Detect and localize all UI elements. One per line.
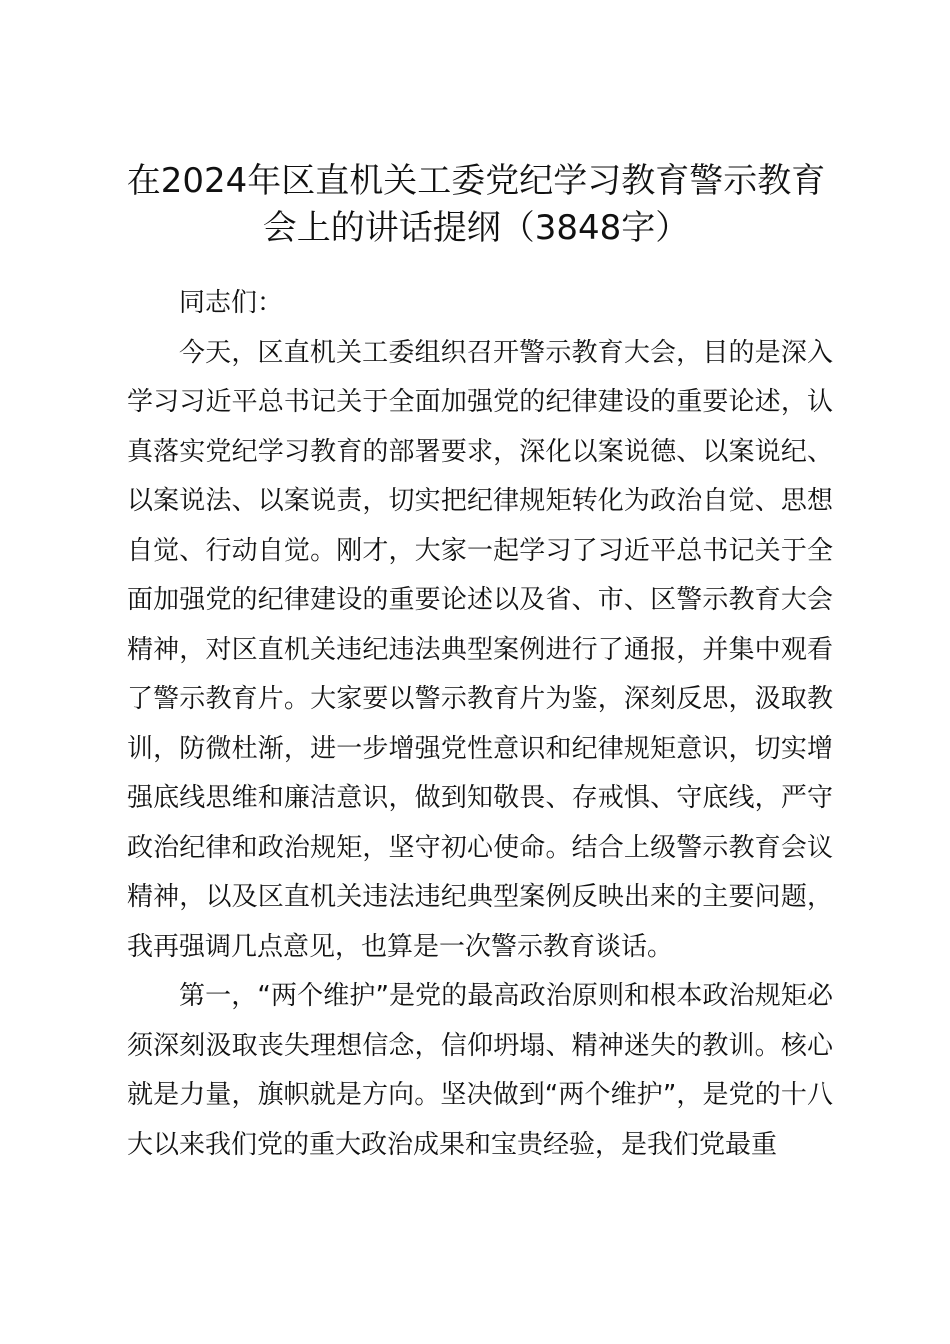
document-title: 在2024年区直机关工委党纪学习教育警示教育会上的讲话提纲（3848字） — [126, 161, 826, 248]
salutation: 同志们： — [179, 288, 284, 318]
paragraph-first-point: 第一，“两个维护”是党的最高政治原则和根本政治规矩必须深刻汲取丧失理想信念，信仰坍塌、精神迷失的教训。核心就是力量，旗帜就是方向。坚决做到“两个维护”，是党的十八大以来我们党的重大政治成果和宝贵经验，是我们党最重 — [127, 981, 833, 1160]
paragraph-opening: 今天，区直机关工委组织召开警示教育大会，目的是深入学习习近平总书记关于全面加强党的纪律建设的重要论述，认真落实党纪学习教育的部署要求，深化以案说德、以案说纪、以案说法、以案说责，切实把纪律规矩转化为政治自觉、思想自觉、行动自觉。刚才，大家一起学习了习近平总书记关于全面加强党的纪律建设的重要论述以及省、市、区警示教育大会精神，对区直机关违纪违法典型案例进行了通报，并集中观看了警示教育片。大家要以警示教育片为鉴，深刻反思，汲取教训，防微杜渐，进一步增强党性意识和纪律规矩意识，切实增强底线思维和廉洁意识，做到知敬畏、存戒惧、守底线，严守政治纪律和政治规矩，坚守初心使命。结合上级警示教育会议精神，以及区直机关违法违纪典型案例反映出来的主要问题，我再强调几点意见，也算是一次警示教育谈话。 — [127, 337, 833, 962]
document-body — [127, 279, 833, 1170]
